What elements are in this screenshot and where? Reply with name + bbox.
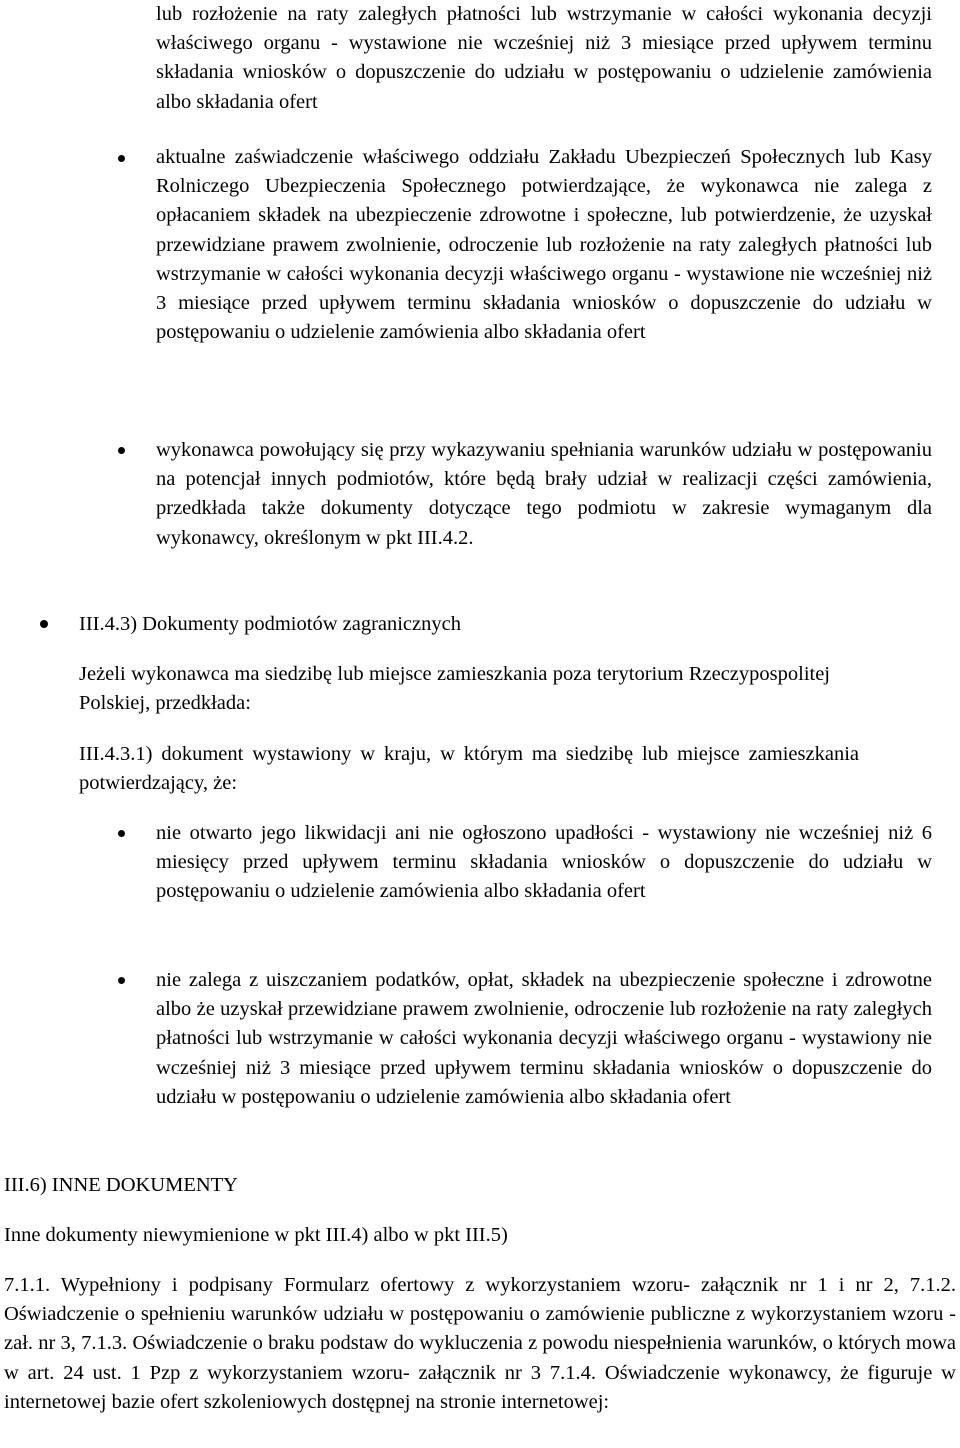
other-documents-list: 7.1.1. Wypełniony i podpisany Formularz ofertowy z wykorzystaniem wzoru- załącznik nr 1 i nr 2, 7.1.2. Oświadczenie o spełnieniu warunków udziału w postępowaniu o zamówienie publiczne z wykorzystaniem wzoru - zał. nr 3, 7.1.3. Oświadczenie o braku podstaw do wykluczenia z powodu niespełnienia warunków, o których mowa w art. 24 ust. 1 Pzp z wykorzystaniem wzoru- załącznik nr 3 7.1.4. Oświadczenie wykonawcy, że figuruje w internetowej bazie ofert szkoleniowych dostępnej na stronie internetowej: bbox=[4, 1274, 956, 1413]
bullet-icon bbox=[118, 155, 125, 162]
foreign-entities-intro: Jeżeli wykonawca ma siedzibę lub miejsce zamieszkania poza terytorium Rzeczypospolitej Polskiej, przedkłada: bbox=[79, 663, 830, 715]
section-heading-other-documents: III.6) INNE DOKUMENTY bbox=[4, 1174, 238, 1196]
foreign-document-subheading: III.4.3.1) dokument wystawiony w kraju, w którym ma siedzibę lub miejsce zamieszkania potwierdzający, że: bbox=[79, 743, 859, 795]
continued-paragraph: lub rozłożenie na raty zaległych płatności lub wstrzymanie w całości wykonania decyzji właściwego organu - wystawione nie wcześniej niż 3 miesiące przed upływem terminu składania wniosków o dopuszczenie do udziału w postępowaniu o udzielenie zamówienia albo składania ofert bbox=[156, 3, 932, 113]
bullet-icon bbox=[118, 830, 125, 837]
bullet-no-liquidation: nie otwarto jego likwidacji ani nie ogłoszono upadłości - wystawiony nie wcześniej niż 6 miesięcy przed upływem terminu składania wniosków o dopuszczenie do udziału w postępowaniu o udzielenie zamówienia albo składania ofert bbox=[156, 822, 932, 903]
bullet-icon bbox=[118, 977, 125, 984]
bullet-icon bbox=[118, 447, 125, 454]
other-documents-intro: Inne dokumenty niewymienione w pkt III.4) albo w pkt III.5) bbox=[4, 1224, 508, 1246]
bullet-third-party-resources: wykonawca powołujący się przy wykazywaniu spełniania warunków udziału w postępowaniu na potencjał innych podmiotów, które będą brały udział w realizacji części zamówienia, przedkłada także dokumenty dotyczące tego podmiotu w zakresie wymaganym dla wykonawcy, określonym w pkt III.4.2. bbox=[156, 439, 932, 549]
bullet-no-tax-arrears: nie zalega z uiszczaniem podatków, opłat, składek na ubezpieczenie społeczne i zdrowotne albo że uzyskał przewidziane prawem zwolnienie, odroczenie lub rozłożenie na raty zaległych płatności lub wstrzymanie w całości wykonania decyzji właściwego organu - wystawiony nie wcześniej niż 3 miesiące przed upływem terminu składania wniosków o dopuszczenie do udziału w postępowaniu o udzielenie zamówienia albo składania ofert bbox=[156, 969, 932, 1108]
bullet-icon bbox=[40, 620, 48, 628]
bullet-zus-krus-certificate: aktualne zaświadczenie właściwego oddziału Zakładu Ubezpieczeń Społecznych lub Kasy Rolniczego Ubezpieczenia Społecznego potwierdzające, że wykonawca nie zalega z opłacaniem składek na ubezpieczenie zdrowotne i społeczne, lub potwierdzenie, że uzyskał przewidziane prawem zwolnienie, odroczenie lub rozłożenie na raty zaległych płatności lub wstrzymanie w całości wykonania decyzji właściwego organu - wystawione nie wcześniej niż 3 miesiące przed upływem terminu składania wniosków o dopuszczenie do udziału w postępowaniu o udzielenie zamówienia albo składania ofert bbox=[156, 146, 932, 344]
section-heading-foreign-entities: III.4.3) Dokumenty podmiotów zagranicznych bbox=[79, 613, 461, 635]
